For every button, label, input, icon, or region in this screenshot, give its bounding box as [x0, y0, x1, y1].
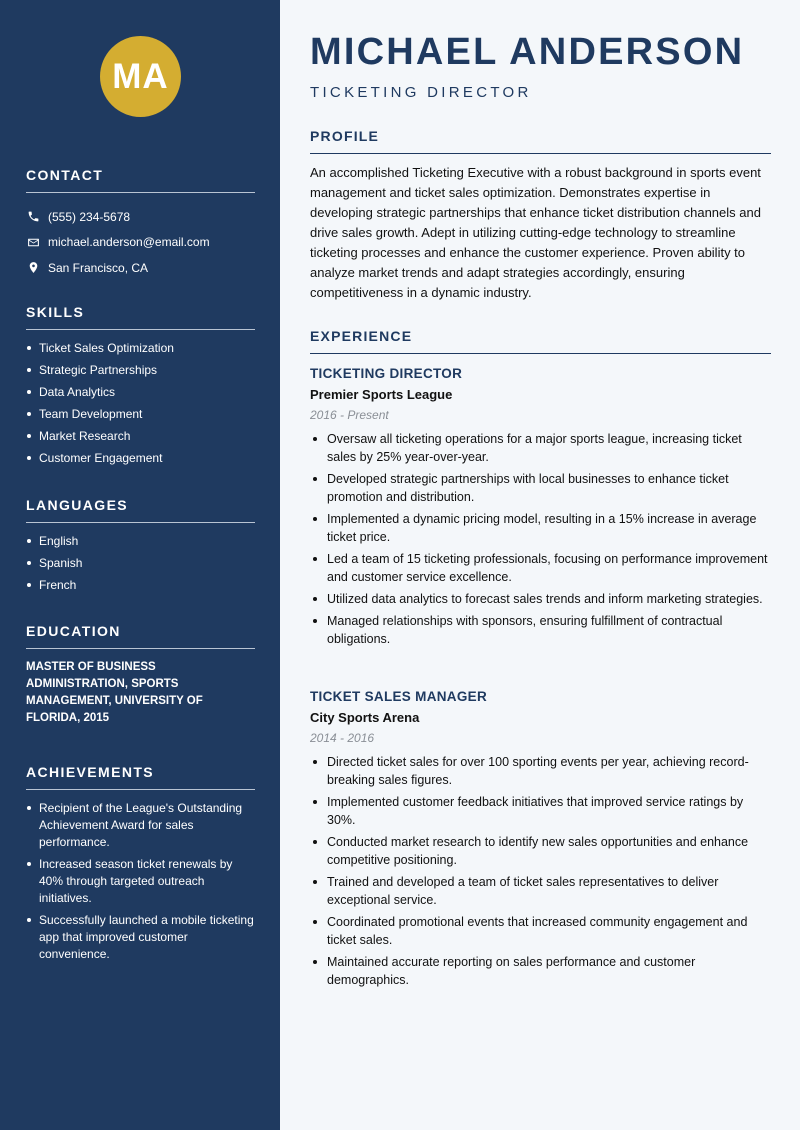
languages-section [26, 497, 255, 599]
education-heading: EDUCATION [26, 623, 255, 649]
job-bullet: Utilized data analytics to forecast sales trends and inform marketing strategies. [310, 590, 771, 608]
company-name: Premier Sports League [310, 387, 453, 402]
job-entry [310, 366, 771, 652]
job-bullet: Directed ticket sales for over 100 sporting events per year, achieving record-breaking sales figures. [310, 753, 771, 789]
job-title: TICKET SALES MANAGER [310, 689, 488, 704]
skills-heading: SKILLS [26, 304, 255, 330]
education-section [26, 623, 255, 727]
contact-email-text: michael.anderson@email.com [48, 235, 210, 250]
experience-heading: EXPERIENCE [310, 328, 771, 354]
contact-heading: CONTACT [26, 167, 255, 193]
job-bullet: Managed relationships with sponsors, ensuring fulfillment of contractual obligations. [310, 612, 771, 648]
achievements-section [26, 764, 255, 968]
achievement-item: Recipient of the League's Outstanding Achievement Award for sales performance. [26, 800, 255, 851]
languages-heading: LANGUAGES [26, 497, 255, 523]
language-item: Spanish [26, 555, 255, 571]
contact-phone[interactable] [26, 204, 255, 230]
person-name: MICHAEL ANDERSON [310, 31, 745, 73]
job-bullet: Trained and developed a team of ticket sales representatives to deliver exceptional service. [310, 873, 771, 909]
job-bullet: Coordinated promotional events that increased community engagement and ticket sales. [310, 913, 771, 949]
job-dates: 2014 - 2016 [310, 731, 375, 745]
avatar [100, 36, 181, 117]
skill-item: Data Analytics [26, 384, 255, 400]
profile-text: An accomplished Ticketing Executive with a robust background in sports event management and ticket sales optimization. Demonstrates expertise in developing strategic partnerships that enhance ticket distribution channels and drive sales growth. Adept in utilizing cutting-edge technology to streamline ticketing processes and enhance the customer experience. Proven ability to analyze market trends and adapt strategies accordingly, ensuring competitiveness in a dynamic industry. [310, 165, 761, 300]
email-icon [26, 235, 40, 249]
skill-item: Customer Engagement [26, 450, 255, 466]
contact-location [26, 255, 255, 281]
profile-heading: PROFILE [310, 128, 771, 154]
skill-item: Team Development [26, 406, 255, 422]
contact-phone-text: (555) 234-5678 [48, 209, 131, 224]
achievements-heading: ACHIEVEMENTS [26, 764, 255, 790]
contact-location-text: San Francisco, CA [48, 260, 149, 275]
contact-email[interactable] [26, 230, 255, 256]
achievement-item: Increased season ticket renewals by 40% through targeted outreach initiatives. [26, 856, 255, 907]
job-title-header: TICKETING DIRECTOR [310, 84, 532, 101]
language-item: English [26, 533, 255, 549]
job-entry [310, 689, 771, 993]
avatar-initials: MA [112, 56, 169, 96]
education-text: MASTER OF BUSINESS ADMINISTRATION, SPORTS MANAGEMENT, UNIVERSITY OF FLORIDA, 2015 [26, 661, 203, 724]
job-bullet: Maintained accurate reporting on sales performance and customer demographics. [310, 953, 771, 989]
job-bullet: Conducted market research to identify new sales opportunities and enhance competitive positioning. [310, 833, 771, 869]
job-title: TICKETING DIRECTOR [310, 366, 463, 381]
job-dates: 2016 - Present [310, 408, 389, 422]
achievement-item: Successfully launched a mobile ticketing app that improved customer convenience. [26, 912, 255, 963]
job-bullet: Implemented customer feedback initiatives that improved service ratings by 30%. [310, 793, 771, 829]
skill-item: Strategic Partnerships [26, 362, 255, 378]
job-bullet: Oversaw all ticketing operations for a major sports league, increasing ticket sales by 25% year-over-year. [310, 430, 771, 466]
location-pin-icon [26, 261, 40, 275]
job-bullet: Developed strategic partnerships with local businesses to enhance ticket promotion and distribution. [310, 470, 771, 506]
skill-item: Ticket Sales Optimization [26, 340, 255, 356]
skill-item: Market Research [26, 428, 255, 444]
skills-section [26, 304, 255, 472]
sidebar [0, 0, 280, 1130]
job-bullet: Led a team of 15 ticketing professionals, focusing on performance improvement and customer service excellence. [310, 550, 771, 586]
phone-icon [26, 210, 40, 224]
contact-section [26, 167, 255, 281]
language-item: French [26, 577, 255, 593]
job-bullet: Implemented a dynamic pricing model, resulting in a 15% increase in average ticket price. [310, 510, 771, 546]
company-name: City Sports Arena [310, 710, 420, 725]
